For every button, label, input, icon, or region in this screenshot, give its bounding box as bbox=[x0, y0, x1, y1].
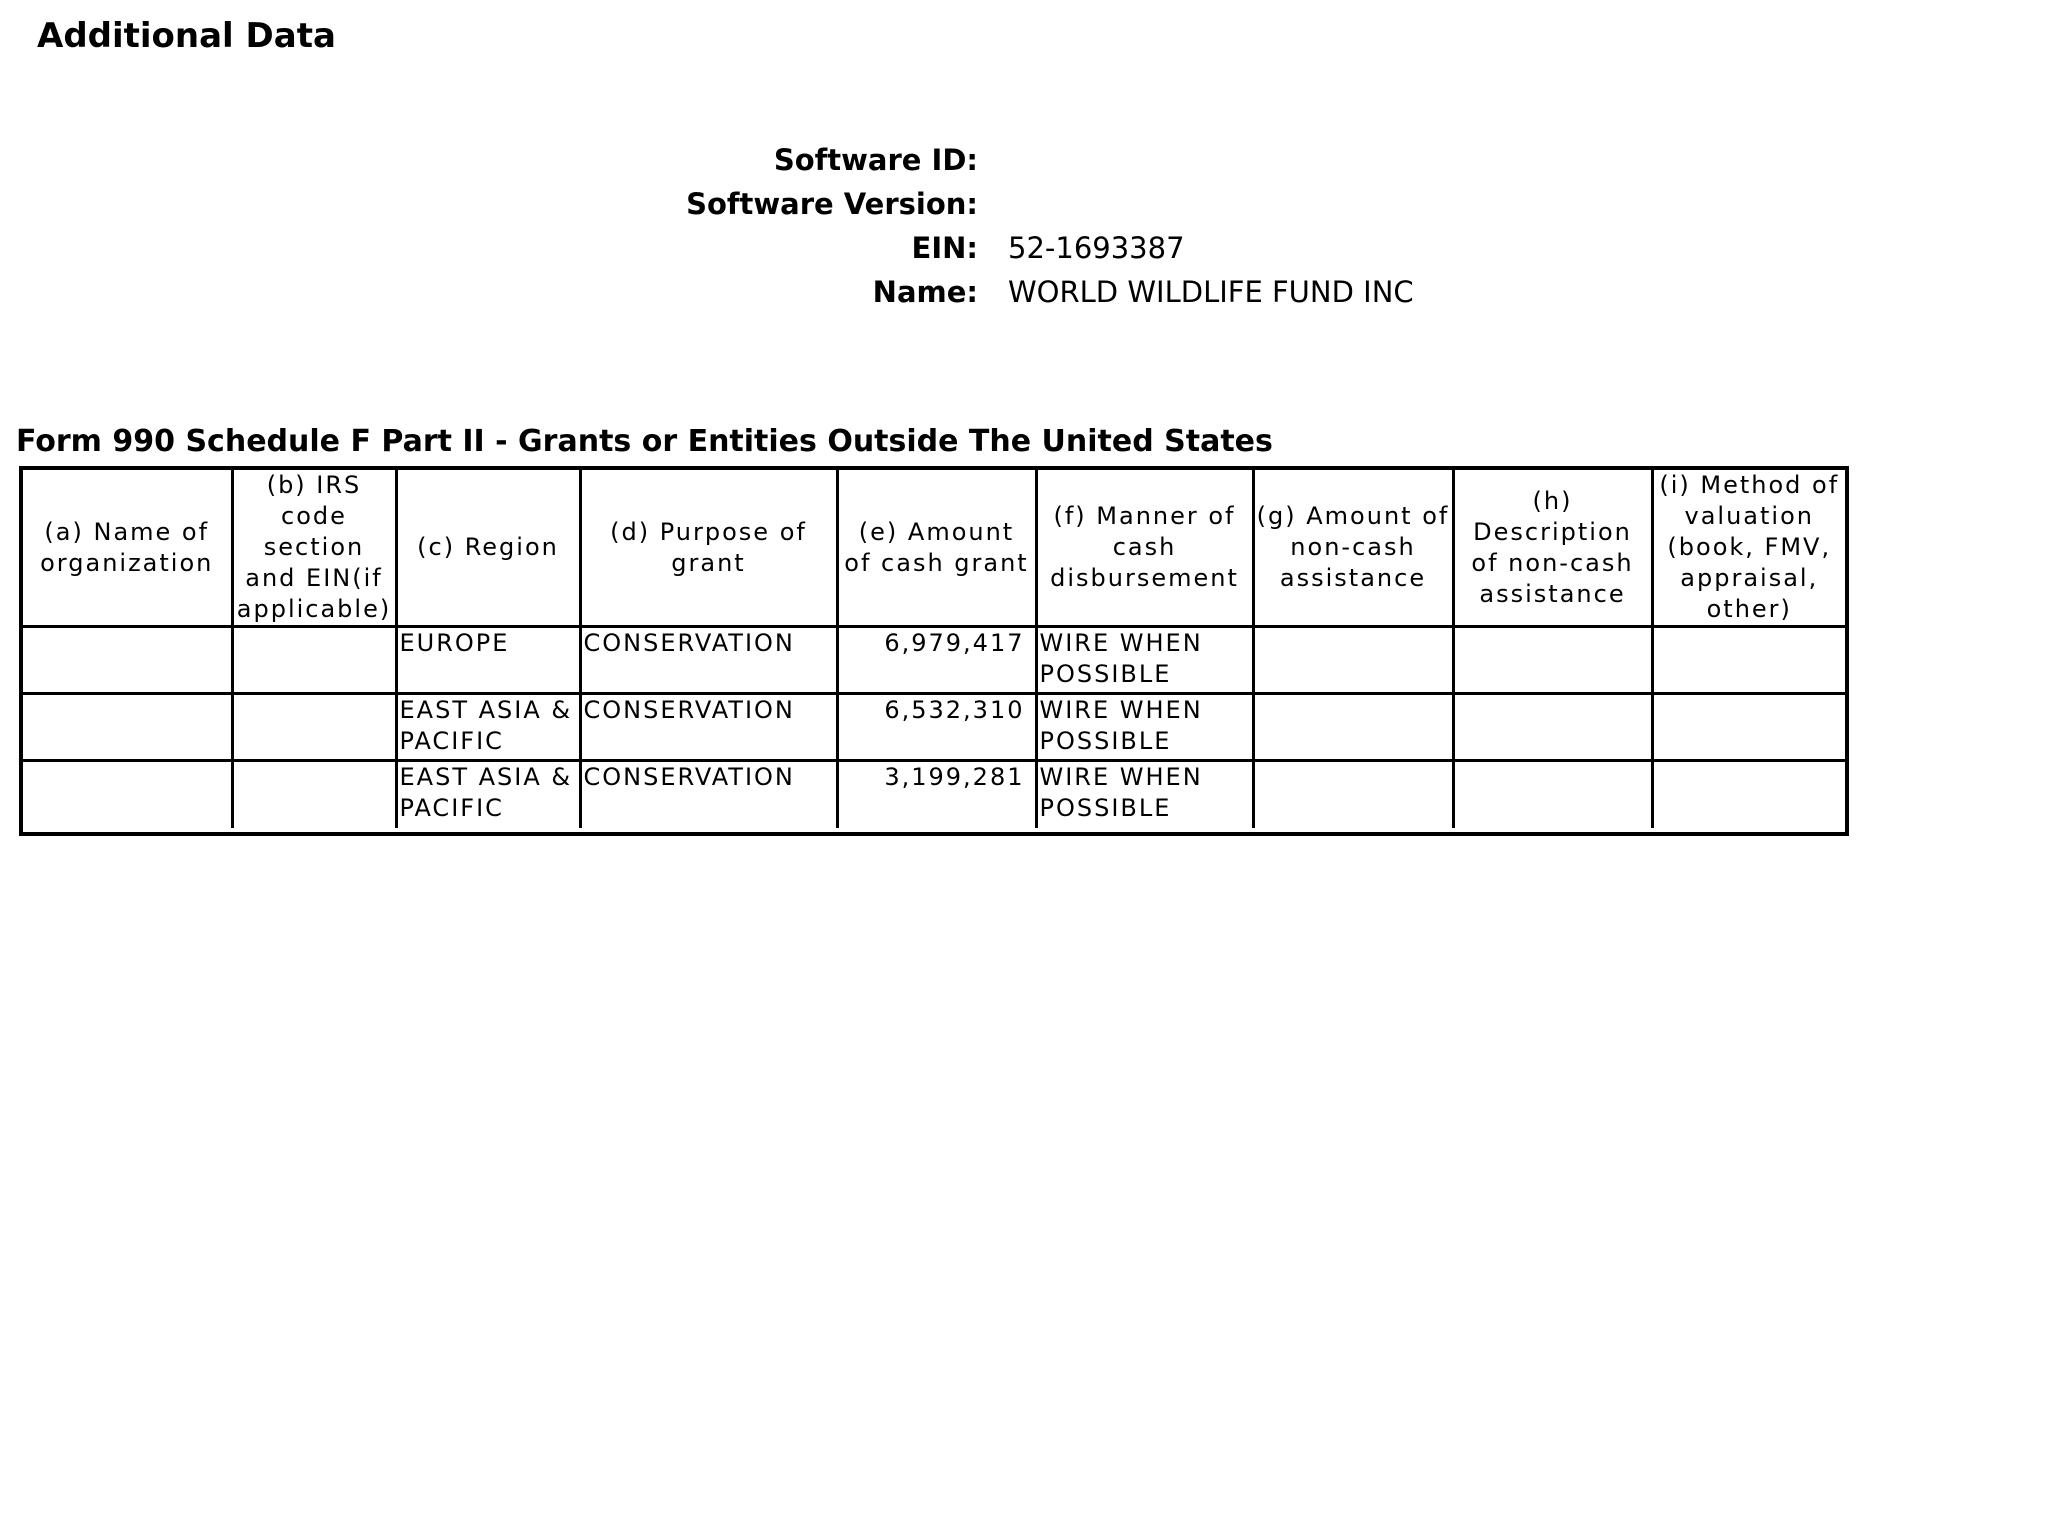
col-header-manner: (f) Manner of cash disbursement bbox=[1036, 470, 1253, 627]
name-label: Name: bbox=[872, 275, 978, 309]
cell-irs bbox=[232, 627, 396, 694]
cell-noncash-desc bbox=[1453, 761, 1652, 829]
cell-method bbox=[1652, 761, 1845, 829]
cell-noncash-desc bbox=[1453, 627, 1652, 694]
col-header-name: (a) Name of organization bbox=[23, 470, 232, 627]
cell-method bbox=[1652, 627, 1845, 694]
cell-irs bbox=[232, 694, 396, 761]
filer-info bbox=[0, 138, 1500, 314]
col-header-noncash-amount: (g) Amount of non-cash assistance bbox=[1253, 470, 1453, 627]
cell-manner: WIRE WHEN POSSIBLE bbox=[1036, 761, 1253, 829]
ein-row bbox=[0, 226, 1500, 270]
cell-method bbox=[1652, 694, 1845, 761]
software-version-row bbox=[0, 182, 1500, 226]
cell-region: EAST ASIA & PACIFIC bbox=[396, 761, 580, 829]
section-title: Form 990 Schedule F Part II - Grants or Entities Outside The United States bbox=[16, 424, 1273, 459]
cell-purpose: CONSERVATION bbox=[580, 694, 837, 761]
software-id-row bbox=[0, 138, 1500, 182]
software-version-label: Software Version: bbox=[686, 187, 978, 221]
name-row bbox=[0, 270, 1500, 314]
col-header-method: (i) Method of valuation (book, FMV, appraisal, other) bbox=[1652, 470, 1845, 627]
col-header-noncash-desc: (h) Description of non-cash assistance bbox=[1453, 470, 1652, 627]
name-value: WORLD WILDLIFE FUND INC bbox=[1008, 275, 1414, 309]
cell-name bbox=[23, 627, 232, 694]
col-header-irs: (b) IRS code section and EIN(if applicable) bbox=[232, 470, 396, 627]
table-row bbox=[23, 627, 1845, 694]
col-header-purpose: (d) Purpose of grant bbox=[580, 470, 837, 627]
cell-purpose: CONSERVATION bbox=[580, 761, 837, 829]
table-row bbox=[23, 761, 1845, 829]
cell-purpose: CONSERVATION bbox=[580, 627, 837, 694]
cell-region: EAST ASIA & PACIFIC bbox=[396, 694, 580, 761]
cell-amount: 3,199,281 bbox=[837, 761, 1036, 829]
grants-table-frame bbox=[19, 466, 1849, 836]
cell-irs bbox=[232, 761, 396, 829]
cell-amount: 6,532,310 bbox=[837, 694, 1036, 761]
cell-amount: 6,979,417 bbox=[837, 627, 1036, 694]
table-row bbox=[23, 694, 1845, 761]
cell-name bbox=[23, 761, 232, 829]
cell-noncash-amount bbox=[1253, 627, 1453, 694]
cell-name bbox=[23, 694, 232, 761]
col-header-region: (c) Region bbox=[396, 470, 580, 627]
cell-manner: WIRE WHEN POSSIBLE bbox=[1036, 694, 1253, 761]
cell-manner: WIRE WHEN POSSIBLE bbox=[1036, 627, 1253, 694]
cell-noncash-amount bbox=[1253, 761, 1453, 829]
cell-region: EUROPE bbox=[396, 627, 580, 694]
software-id-label: Software ID: bbox=[773, 143, 978, 177]
page-title: Additional Data bbox=[37, 16, 336, 56]
grants-table bbox=[23, 470, 1845, 828]
ein-label: EIN: bbox=[911, 231, 978, 265]
cell-noncash-desc bbox=[1453, 694, 1652, 761]
cell-noncash-amount bbox=[1253, 694, 1453, 761]
col-header-amount: (e) Amount of cash grant bbox=[837, 470, 1036, 627]
table-header-row bbox=[23, 470, 1845, 627]
ein-value: 52-1693387 bbox=[1008, 231, 1185, 265]
